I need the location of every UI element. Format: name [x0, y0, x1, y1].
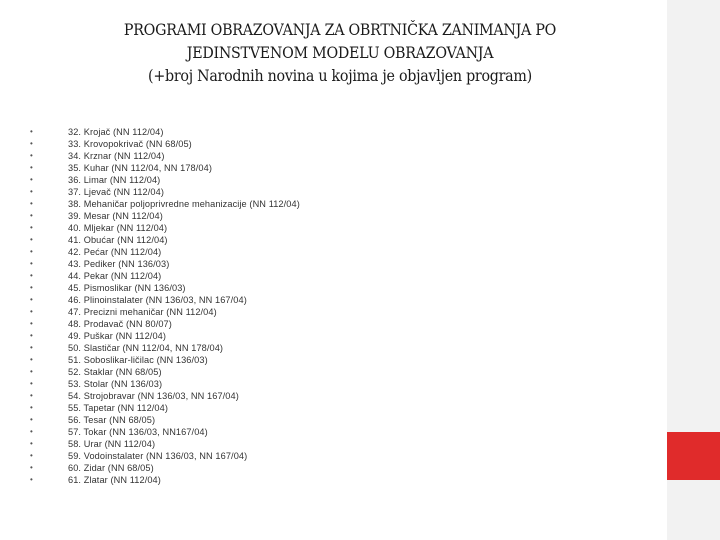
list-item — [30, 174, 300, 186]
bullet-icon: • — [30, 307, 33, 316]
side-bar-top — [667, 0, 720, 432]
bullet-icon: • — [30, 439, 33, 448]
side-bar-accent — [667, 432, 720, 480]
list-item — [30, 318, 300, 330]
list-item-text: 32. Krojač (NN 112/04) — [68, 127, 164, 137]
list-item-text: 35. Kuhar (NN 112/04, NN 178/04) — [68, 163, 212, 173]
list-item — [30, 438, 300, 450]
bullet-icon: • — [30, 283, 33, 292]
bullet-icon: • — [30, 475, 33, 484]
list-item-text: 51. Soboslikar-ličilac (NN 136/03) — [68, 355, 208, 365]
side-bar-bottom — [667, 480, 720, 540]
bullet-icon: • — [30, 163, 33, 172]
list-item — [30, 306, 300, 318]
bullet-icon: • — [30, 451, 33, 460]
list-item-text: 39. Mesar (NN 112/04) — [68, 211, 163, 221]
list-item — [30, 210, 300, 222]
title-line-1: PROGRAMI OBRAZOVANJA ZA OBRTNIČKA ZANIMANJA PO — [123, 20, 557, 39]
bullet-icon: • — [30, 319, 33, 328]
list-item-text: 37. Ljevač (NN 112/04) — [68, 187, 164, 197]
bullet-icon: • — [30, 151, 33, 160]
list-item-text: 38. Mehaničar poljoprivredne mehanizacije (NN 112/04) — [68, 199, 300, 209]
list-item-text: 52. Staklar (NN 68/05) — [68, 367, 162, 377]
bullet-icon: • — [30, 187, 33, 196]
bullet-icon: • — [30, 343, 33, 352]
list-item — [30, 162, 300, 174]
list-item — [30, 450, 300, 462]
bullet-icon: • — [30, 175, 33, 184]
list-item — [30, 258, 300, 270]
list-item-text: 48. Prodavač (NN 80/07) — [68, 319, 172, 329]
bullet-icon: • — [30, 199, 33, 208]
list-item-text: 34. Krznar (NN 112/04) — [68, 151, 165, 161]
list-item-text: 55. Tapetar (NN 112/04) — [68, 403, 169, 413]
list-item — [30, 198, 300, 210]
bullet-icon: • — [30, 223, 33, 232]
list-item-text: 41. Obućar (NN 112/04) — [68, 235, 168, 245]
list-item-text: 33. Krovopokrivač (NN 68/05) — [68, 139, 192, 149]
bullet-icon: • — [30, 463, 33, 472]
bullet-icon: • — [30, 247, 33, 256]
list-item-text: 40. Mljekar (NN 112/04) — [68, 223, 168, 233]
list-item — [30, 366, 300, 378]
list-item — [30, 270, 300, 282]
bullet-icon: • — [30, 295, 33, 304]
list-item-text: 57. Tokar (NN 136/03, NN167/04) — [68, 427, 208, 437]
title-line-3: (+broj Narodnih novina u kojima je objavljen program) — [148, 66, 532, 85]
list-item-text: 59. Vodoinstalater (NN 136/03, NN 167/04) — [68, 451, 248, 461]
list-item — [30, 282, 300, 294]
list-item-text: 50. Slastičar (NN 112/04, NN 178/04) — [68, 343, 224, 353]
list-item-text: 58. Urar (NN 112/04) — [68, 439, 156, 449]
bullet-icon: • — [30, 367, 33, 376]
list-item — [30, 330, 300, 342]
bullet-icon: • — [30, 127, 33, 136]
list-item-text: 42. Pećar (NN 112/04) — [68, 247, 162, 257]
list-item — [30, 150, 300, 162]
list-item — [30, 354, 300, 366]
list-item — [30, 414, 300, 426]
bullet-icon: • — [30, 427, 33, 436]
list-item — [30, 342, 300, 354]
bullet-icon: • — [30, 211, 33, 220]
list-item-text: 56. Tesar (NN 68/05) — [68, 415, 156, 425]
bullet-icon: • — [30, 403, 33, 412]
bullet-icon: • — [30, 139, 33, 148]
list-item-text: 53. Stolar (NN 136/03) — [68, 379, 163, 389]
list-item-text: 60. Zidar (NN 68/05) — [68, 463, 154, 473]
list-item-text: 36. Limar (NN 112/04) — [68, 175, 161, 185]
list-item-text: 45. Pismoslikar (NN 136/03) — [68, 283, 186, 293]
list-item-text: 43. Pediker (NN 136/03) — [68, 259, 170, 269]
bullet-icon: • — [30, 355, 33, 364]
list-item — [30, 390, 300, 402]
bullet-icon: • — [30, 379, 33, 388]
list-item — [30, 426, 300, 438]
list-item — [30, 138, 300, 150]
slide-title — [94, 18, 587, 87]
program-list — [30, 126, 300, 486]
list-item-text: 47. Precizni mehaničar (NN 112/04) — [68, 307, 217, 317]
list-item — [30, 222, 300, 234]
bullet-icon: • — [30, 235, 33, 244]
bullet-icon: • — [30, 259, 33, 268]
list-item-text: 46. Plinoinstalater (NN 136/03, NN 167/04) — [68, 295, 247, 305]
list-item — [30, 246, 300, 258]
bullet-icon: • — [30, 331, 33, 340]
list-item — [30, 234, 300, 246]
list-item-text: 61. Zlatar (NN 112/04) — [68, 475, 161, 485]
list-item — [30, 474, 300, 486]
list-item — [30, 294, 300, 306]
list-item — [30, 402, 300, 414]
list-item-text: 49. Puškar (NN 112/04) — [68, 331, 167, 341]
bullet-icon: • — [30, 271, 33, 280]
title-line-2: JEDINSTVENOM MODELU OBRAZOVANJA — [186, 43, 494, 62]
list-item-text: 44. Pekar (NN 112/04) — [68, 271, 162, 281]
list-item-text: 54. Strojobravar (NN 136/03, NN 167/04) — [68, 391, 239, 401]
list-item — [30, 126, 300, 138]
list-item — [30, 378, 300, 390]
list-item — [30, 462, 300, 474]
bullet-icon: • — [30, 415, 33, 424]
bullet-icon: • — [30, 391, 33, 400]
list-item — [30, 186, 300, 198]
